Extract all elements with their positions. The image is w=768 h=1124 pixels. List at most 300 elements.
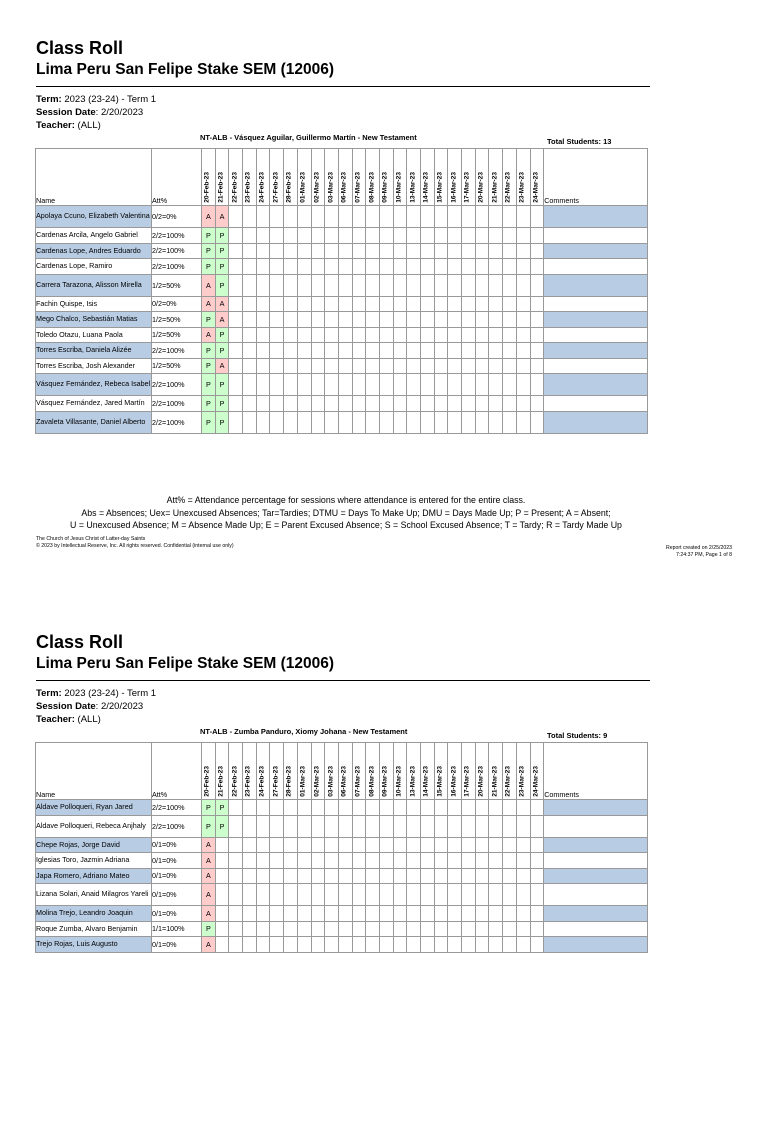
attendance-cell <box>503 259 517 275</box>
legend-line-2: Abs = Absences; Uex= Unexcused Absences; Tar=Tardies; DTMU = Days To Make Up; DMU = Days Made Up; P = Present; A = Absent; <box>81 507 611 518</box>
attendance-cell <box>338 884 352 906</box>
attendance-cell <box>284 937 298 953</box>
attendance-cell <box>475 396 489 412</box>
teacher-line: Teacher: (ALL) <box>36 120 101 131</box>
column-header-date: 02-Mar-23 <box>311 149 325 206</box>
attendance-cell <box>516 815 530 837</box>
attendance-cell <box>475 358 489 374</box>
attendance-cell <box>270 906 284 922</box>
report-page-2 <box>0 594 768 1124</box>
attendance-cell <box>297 343 311 359</box>
attendance-cell <box>448 243 462 259</box>
attendance-cell: P <box>202 411 216 433</box>
attendance-cell <box>256 815 270 837</box>
attendance-cell <box>489 206 503 228</box>
attendance-cell <box>325 906 339 922</box>
attendance-cell <box>297 800 311 816</box>
attendance-cell <box>462 884 476 906</box>
attendance-cell <box>379 327 393 343</box>
attendance-cell <box>434 937 448 953</box>
attendance-cell <box>393 228 407 244</box>
attendance-cell <box>407 837 421 853</box>
attendance-cell <box>434 837 448 853</box>
attendance-cell <box>270 800 284 816</box>
attendance-cell <box>462 937 476 953</box>
attendance-cell <box>215 921 229 937</box>
attendance-cell <box>516 921 530 937</box>
attendance-cell <box>448 206 462 228</box>
attendance-cell <box>489 868 503 884</box>
attendance-cell <box>297 312 311 328</box>
attendance-cell <box>462 206 476 228</box>
attendance-cell <box>270 358 284 374</box>
session-date-line: Session Date: 2/20/2023 <box>36 701 144 712</box>
attendance-cell <box>434 274 448 296</box>
attendance-cell <box>243 937 257 953</box>
attendance-table <box>35 148 648 434</box>
attendance-cell <box>366 906 380 922</box>
attendance-cell <box>325 815 339 837</box>
attendance-cell <box>352 396 366 412</box>
attendance-cell <box>516 411 530 433</box>
attendance-cell <box>379 243 393 259</box>
attendance-cell <box>393 815 407 837</box>
attendance-percent: 2/2=100% <box>152 343 202 359</box>
attendance-cell <box>475 228 489 244</box>
column-header-date: 17-Mar-23 <box>462 149 476 206</box>
attendance-cell <box>489 296 503 312</box>
column-header-comments: Comments <box>544 149 648 206</box>
attendance-cell: A <box>215 358 229 374</box>
attendance-cell <box>325 800 339 816</box>
comments-cell <box>544 396 648 412</box>
attendance-cell <box>311 411 325 433</box>
attendance-cell <box>489 815 503 837</box>
attendance-cell <box>325 411 339 433</box>
table-row <box>36 937 648 953</box>
attendance-cell <box>297 206 311 228</box>
attendance-percent: 2/2=100% <box>152 411 202 433</box>
column-header-date: 03-Mar-23 <box>325 149 339 206</box>
attendance-cell <box>503 228 517 244</box>
attendance-cell <box>284 243 298 259</box>
attendance-cell <box>379 868 393 884</box>
student-name: Torres Escriba, Daniela Alizée <box>36 343 152 359</box>
attendance-cell <box>284 815 298 837</box>
attendance-cell <box>338 228 352 244</box>
column-header-date: 15-Mar-23 <box>434 149 448 206</box>
attendance-cell <box>407 259 421 275</box>
attendance-cell <box>229 274 243 296</box>
header-divider <box>36 680 650 681</box>
attendance-cell <box>284 906 298 922</box>
attendance-cell <box>530 228 544 244</box>
column-header-date: 28-Feb-23 <box>284 743 298 800</box>
column-header-date: 14-Mar-23 <box>421 743 435 800</box>
attendance-cell <box>229 374 243 396</box>
attendance-cell <box>284 274 298 296</box>
attendance-cell <box>297 921 311 937</box>
attendance-cell <box>421 906 435 922</box>
attendance-cell <box>256 312 270 328</box>
attendance-cell <box>243 243 257 259</box>
attendance-cell <box>284 296 298 312</box>
attendance-cell <box>243 800 257 816</box>
attendance-cell <box>270 228 284 244</box>
attendance-cell <box>448 327 462 343</box>
attendance-cell <box>297 837 311 853</box>
attendance-cell <box>284 259 298 275</box>
attendance-percent: 0/1=0% <box>152 906 202 922</box>
attendance-cell <box>366 868 380 884</box>
comments-cell <box>544 374 648 396</box>
page-subtitle: Lima Peru San Felipe Stake SEM (12006) <box>36 655 335 672</box>
attendance-cell <box>530 206 544 228</box>
attendance-cell <box>448 296 462 312</box>
attendance-cell <box>516 937 530 953</box>
attendance-cell <box>352 358 366 374</box>
attendance-cell <box>379 906 393 922</box>
attendance-cell: P <box>202 243 216 259</box>
attendance-cell <box>489 243 503 259</box>
column-header-date: 23-Feb-23 <box>243 743 257 800</box>
attendance-cell <box>352 327 366 343</box>
attendance-cell <box>503 327 517 343</box>
attendance-percent: 0/2=0% <box>152 206 202 228</box>
table-row <box>36 327 648 343</box>
column-header-date: 01-Mar-23 <box>297 149 311 206</box>
column-header-date: 22-Mar-23 <box>503 743 517 800</box>
attendance-cell <box>311 296 325 312</box>
student-name: Aldave Polloqueri, Ryan Jared <box>36 800 152 816</box>
attendance-cell: A <box>215 296 229 312</box>
attendance-cell <box>489 358 503 374</box>
attendance-cell <box>311 228 325 244</box>
attendance-cell <box>270 411 284 433</box>
table-row <box>36 374 648 396</box>
comments-cell <box>544 937 648 953</box>
attendance-cell <box>530 411 544 433</box>
attendance-cell <box>215 837 229 853</box>
comments-cell <box>544 312 648 328</box>
attendance-cell <box>297 243 311 259</box>
column-header-date: 24-Mar-23 <box>530 743 544 800</box>
attendance-cell <box>284 868 298 884</box>
footer-report-info: Report created on 2/25/2023 7:24:37 PM, Page 1 of 8 <box>665 545 732 558</box>
attendance-cell: P <box>215 228 229 244</box>
attendance-cell <box>229 327 243 343</box>
attendance-cell <box>516 906 530 922</box>
comments-cell <box>544 243 648 259</box>
attendance-cell <box>256 837 270 853</box>
attendance-cell <box>338 312 352 328</box>
attendance-cell: P <box>202 800 216 816</box>
column-header-date: 24-Mar-23 <box>530 149 544 206</box>
attendance-cell <box>270 312 284 328</box>
attendance-cell <box>229 921 243 937</box>
attendance-cell <box>407 296 421 312</box>
attendance-cell <box>421 937 435 953</box>
column-header-date: 03-Mar-23 <box>325 743 339 800</box>
attendance-cell <box>379 884 393 906</box>
attendance-cell <box>462 327 476 343</box>
attendance-cell <box>352 853 366 869</box>
attendance-cell <box>462 358 476 374</box>
attendance-percent: 1/2=50% <box>152 358 202 374</box>
attendance-cell <box>229 358 243 374</box>
attendance-cell <box>311 884 325 906</box>
attendance-cell <box>421 243 435 259</box>
attendance-percent: 0/2=0% <box>152 296 202 312</box>
attendance-cell <box>393 274 407 296</box>
column-header-name: Name <box>36 149 152 206</box>
attendance-cell <box>256 206 270 228</box>
attendance-cell <box>352 374 366 396</box>
attendance-cell <box>489 312 503 328</box>
attendance-cell <box>366 800 380 816</box>
attendance-cell <box>489 228 503 244</box>
attendance-cell <box>489 837 503 853</box>
term-line: Term: 2023 (23-24) - Term 1 <box>36 94 157 105</box>
attendance-cell <box>325 921 339 937</box>
attendance-cell <box>530 259 544 275</box>
attendance-cell <box>229 906 243 922</box>
attendance-cell <box>297 884 311 906</box>
attendance-cell: A <box>215 206 229 228</box>
table-row <box>36 228 648 244</box>
attendance-cell: P <box>215 259 229 275</box>
attendance-cell <box>530 937 544 953</box>
attendance-cell <box>462 259 476 275</box>
attendance-cell <box>325 374 339 396</box>
attendance-cell <box>284 411 298 433</box>
attendance-cell <box>475 259 489 275</box>
attendance-cell <box>393 374 407 396</box>
attendance-cell <box>311 906 325 922</box>
attendance-cell <box>325 243 339 259</box>
attendance-cell <box>379 396 393 412</box>
attendance-cell <box>325 868 339 884</box>
attendance-cell <box>338 853 352 869</box>
table-row <box>36 868 648 884</box>
attendance-cell <box>270 853 284 869</box>
attendance-cell <box>284 343 298 359</box>
attendance-cell <box>489 921 503 937</box>
attendance-cell <box>475 411 489 433</box>
attendance-cell <box>270 815 284 837</box>
attendance-cell <box>421 358 435 374</box>
column-header-date: 24-Feb-23 <box>256 149 270 206</box>
attendance-cell <box>256 228 270 244</box>
attendance-cell <box>243 358 257 374</box>
column-header-date: 22-Mar-23 <box>503 149 517 206</box>
attendance-cell <box>270 296 284 312</box>
attendance-cell: P <box>215 243 229 259</box>
attendance-cell <box>229 312 243 328</box>
attendance-cell <box>393 396 407 412</box>
attendance-cell <box>434 800 448 816</box>
attendance-cell <box>379 837 393 853</box>
attendance-cell: P <box>215 411 229 433</box>
attendance-cell <box>352 228 366 244</box>
attendance-cell <box>311 312 325 328</box>
attendance-cell <box>434 853 448 869</box>
attendance-cell <box>379 411 393 433</box>
attendance-cell <box>243 815 257 837</box>
attendance-cell <box>462 312 476 328</box>
column-header-date: 23-Mar-23 <box>516 743 530 800</box>
comments-cell <box>544 327 648 343</box>
total-students: Total Students: 9 <box>547 731 608 740</box>
attendance-cell <box>338 411 352 433</box>
attendance-cell: P <box>202 259 216 275</box>
table-row <box>36 837 648 853</box>
attendance-cell <box>421 921 435 937</box>
attendance-cell <box>448 868 462 884</box>
column-header-date: 21-Feb-23 <box>215 149 229 206</box>
attendance-cell <box>338 937 352 953</box>
attendance-cell <box>421 296 435 312</box>
attendance-cell <box>297 853 311 869</box>
attendance-cell <box>407 396 421 412</box>
column-header-date: 07-Mar-23 <box>352 149 366 206</box>
attendance-cell <box>229 837 243 853</box>
attendance-cell <box>243 274 257 296</box>
attendance-cell <box>516 853 530 869</box>
student-name: Vásquez Fernández, Rebeca Isabel <box>36 374 152 396</box>
attendance-cell <box>516 312 530 328</box>
attendance-cell <box>284 396 298 412</box>
attendance-cell <box>530 312 544 328</box>
attendance-cell <box>297 815 311 837</box>
column-header-date: 23-Mar-23 <box>516 149 530 206</box>
attendance-cell <box>516 243 530 259</box>
attendance-cell <box>325 343 339 359</box>
column-header-date: 10-Mar-23 <box>393 743 407 800</box>
attendance-cell <box>229 343 243 359</box>
attendance-cell <box>448 937 462 953</box>
attendance-cell <box>475 921 489 937</box>
column-header-date: 16-Mar-23 <box>448 743 462 800</box>
attendance-cell <box>352 800 366 816</box>
attendance-cell <box>338 358 352 374</box>
attendance-cell <box>530 906 544 922</box>
attendance-cell <box>338 259 352 275</box>
table-row <box>36 853 648 869</box>
attendance-cell <box>366 937 380 953</box>
attendance-cell <box>270 921 284 937</box>
attendance-cell <box>516 396 530 412</box>
comments-cell <box>544 274 648 296</box>
attendance-cell <box>243 853 257 869</box>
attendance-cell <box>229 228 243 244</box>
attendance-cell <box>325 358 339 374</box>
attendance-cell <box>503 906 517 922</box>
attendance-cell <box>530 853 544 869</box>
attendance-cell <box>366 296 380 312</box>
attendance-cell <box>489 800 503 816</box>
attendance-cell <box>256 274 270 296</box>
attendance-cell <box>434 358 448 374</box>
attendance-cell <box>366 358 380 374</box>
attendance-cell <box>215 906 229 922</box>
comments-cell <box>544 343 648 359</box>
attendance-cell <box>462 853 476 869</box>
attendance-cell <box>297 374 311 396</box>
column-header-date: 06-Mar-23 <box>338 149 352 206</box>
attendance-cell <box>462 274 476 296</box>
column-header-date: 28-Feb-23 <box>284 149 298 206</box>
attendance-cell <box>325 228 339 244</box>
comments-cell <box>544 906 648 922</box>
attendance-cell: P <box>215 374 229 396</box>
attendance-cell <box>462 343 476 359</box>
attendance-cell <box>352 921 366 937</box>
attendance-cell <box>407 374 421 396</box>
attendance-cell <box>379 228 393 244</box>
attendance-cell <box>516 358 530 374</box>
attendance-cell <box>393 837 407 853</box>
header-divider <box>36 86 650 87</box>
attendance-cell <box>434 906 448 922</box>
column-header-date: 16-Mar-23 <box>448 149 462 206</box>
attendance-cell <box>489 274 503 296</box>
attendance-cell <box>448 374 462 396</box>
attendance-cell <box>407 800 421 816</box>
attendance-cell <box>421 396 435 412</box>
attendance-cell <box>338 815 352 837</box>
comments-cell <box>544 296 648 312</box>
attendance-cell <box>256 921 270 937</box>
column-header-name: Name <box>36 743 152 800</box>
column-header-date: 22-Feb-23 <box>229 149 243 206</box>
attendance-cell <box>256 937 270 953</box>
attendance-cell <box>489 884 503 906</box>
attendance-cell <box>379 274 393 296</box>
attendance-cell <box>489 937 503 953</box>
attendance-cell <box>448 837 462 853</box>
attendance-cell: P <box>202 358 216 374</box>
attendance-cell <box>366 411 380 433</box>
term-line: Term: 2023 (23-24) - Term 1 <box>36 688 157 699</box>
attendance-cell <box>503 853 517 869</box>
attendance-cell <box>489 259 503 275</box>
attendance-cell <box>256 396 270 412</box>
attendance-cell <box>311 343 325 359</box>
attendance-cell <box>366 853 380 869</box>
attendance-cell <box>421 884 435 906</box>
attendance-cell <box>243 374 257 396</box>
attendance-cell <box>284 312 298 328</box>
attendance-cell <box>516 800 530 816</box>
attendance-cell <box>462 411 476 433</box>
attendance-cell <box>311 374 325 396</box>
column-header-date: 15-Mar-23 <box>434 743 448 800</box>
attendance-cell <box>530 868 544 884</box>
attendance-cell <box>325 937 339 953</box>
teacher-line: Teacher: (ALL) <box>36 714 101 725</box>
attendance-cell <box>256 327 270 343</box>
attendance-cell <box>352 868 366 884</box>
column-header-date: 08-Mar-23 <box>366 743 380 800</box>
student-name: Cardenas Lope, Andres Eduardo <box>36 243 152 259</box>
attendance-cell <box>530 296 544 312</box>
attendance-cell <box>311 358 325 374</box>
attendance-cell <box>489 343 503 359</box>
column-header-date: 20-Feb-23 <box>202 743 216 800</box>
attendance-cell <box>366 327 380 343</box>
attendance-cell <box>379 800 393 816</box>
